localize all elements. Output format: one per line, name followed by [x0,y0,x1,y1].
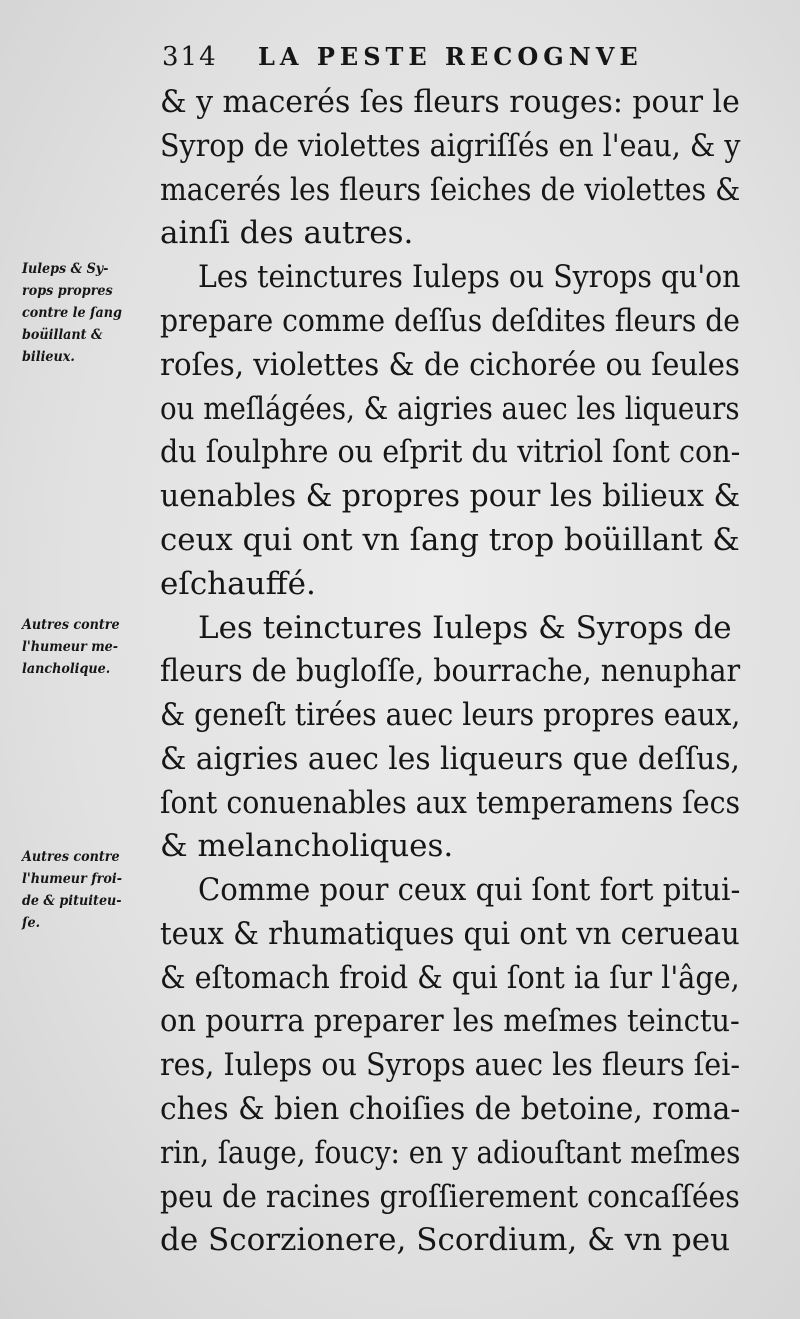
text-line: res, Iuleps ou Syrops auec les fleurs ſei- [160,1047,741,1083]
margin-note-line: boüillant & [22,327,103,343]
text-line: & y macerés ſes fleurs rouges: pour le [160,84,740,120]
running-title: LA PESTE RECOGNVE [258,42,643,71]
margin-note-line: de & pituiteu- [22,893,122,909]
text-line: ſont conuenables aux temperamens ſecs [160,785,741,821]
text-line: Syrop de violettes aigriſſés en l'eau, & y [160,128,741,164]
text-line: & aigries auec les liqueurs que deſſus, [160,741,740,777]
running-header [162,42,643,72]
margin-note-line: Iuleps & Sy- [22,261,109,277]
text-line: eſchauffé. [160,566,316,602]
margin-note-1 [22,258,162,368]
text-line: teux & rhumatiques qui ont vn cerueau [160,916,740,952]
page-number: 314 [162,42,218,72]
text-line: Comme pour ceux qui ſont fort pitui- [198,872,741,908]
margin-note-2 [22,614,162,680]
margin-note-line: rops propres [22,283,113,299]
margin-note-line: Autres contre [22,849,120,865]
text-line: & eſtomach froid & qui ſont ia ſur l'âge, [160,960,740,996]
margin-note-line: Autres contre [22,617,120,633]
text-line: & melancholiques. [160,828,454,864]
text-line: roſes, violettes & de cichorée ou ſeules [160,347,740,383]
text-line: peu de racines groſſierement concaſſées [160,1179,740,1215]
text-line: Les teinctures Iuleps & Syrops de [198,610,732,646]
text-line: ainſi des autres. [160,215,414,251]
margin-note-3 [22,846,162,934]
text-line: on pourra preparer les meſmes teinctu- [160,1003,740,1039]
margin-note-line: l'humeur me- [22,639,119,655]
margin-note-line: bilieux. [22,349,75,365]
margin-note-line: ſe. [22,915,41,931]
margin-note-line: lancholique. [22,661,111,677]
text-line: ches & bien choiſies de betoine, roma- [160,1091,741,1127]
text-line: & geneſt tirées auec leurs propres eaux, [160,697,741,733]
text-line: Les teinctures Iuleps ou Syrops qu'on [198,259,741,295]
text-line: prepare comme deſſus deſdites fleurs de [160,303,740,339]
text-line: ou meſlágées, & aigries auec les liqueurs [160,391,740,427]
text-line: macerés les fleurs ſeiches de violettes & [160,172,741,208]
text-line: fleurs de bugloſſe, bourrache, nenuphar [160,653,741,689]
text-line: rin, ſauge, foucy: en y adiouſtant meſmes [160,1135,741,1171]
text-line: de Scorzionere, Scordium, & vn peu [160,1222,731,1258]
margin-note-line: contre le ſang [22,305,122,321]
text-line: du ſoulphre ou eſprit du vitriol ſont con- [160,434,741,470]
text-line: ceux qui ont vn ſang trop boüillant & [160,522,740,558]
margin-note-line: l'humeur froi- [22,871,123,887]
text-line: uenables & propres pour les bilieux & [160,478,741,514]
